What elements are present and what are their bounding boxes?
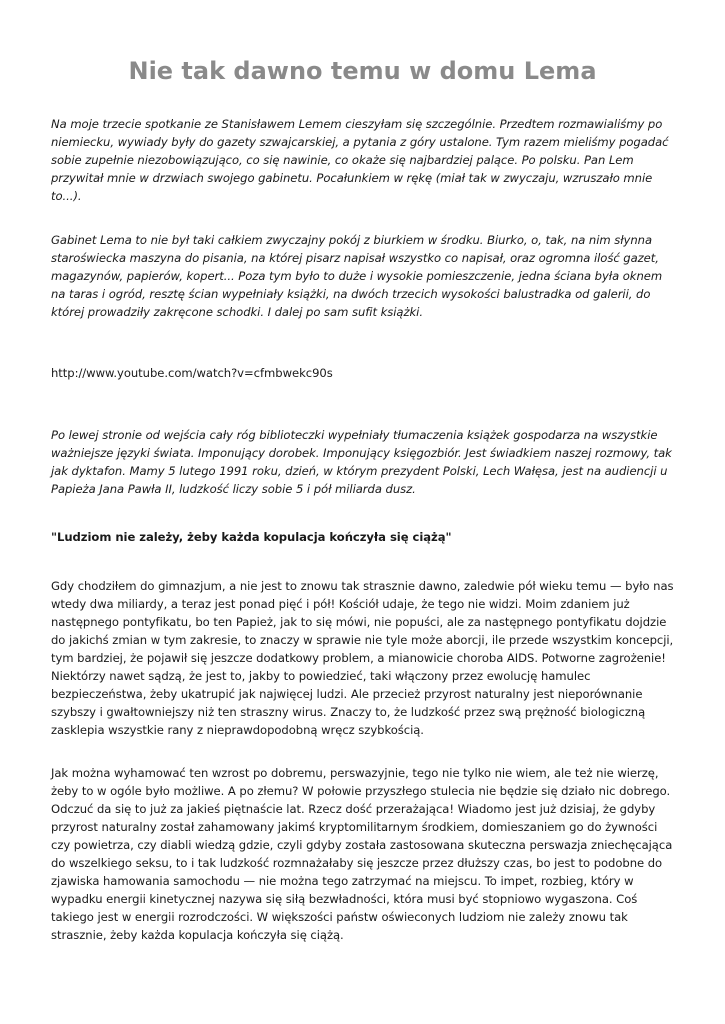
body-paragraph: Gdy chodziłem do gimnazjum, a nie jest to znowu tak strasznie dawno, zaledwie pół wieku temu — było nas wtedy dwa miliardy, a teraz jest ponad pięć i pół! Kościół udaje, że tego nie widzi. Moim zdaniem już następnego pontyfikatu, bo ten Papież, jak to się mówi, nie popuści, ale za następnego pontyfikatu dojdzie do jakichś zmian w tym zakresie, to znaczy w sprawie nie tyle może aborcji, ile przede wszystkim koncepcji, tym bardziej, że pojawił się jeszcze dodatkowy problem, a mianowicie choroba AIDS. Potworne zagrożenie! Niektórzy nawet sądzą, że jest to, jakby to powiedzieć, taki włączony przez ewolucję hamulec bezpieczeństwa, żeby ukatrupić jak najwięcej ludzi. Ale przecież przyrost naturalny jest nieporównanie szybszy i gwałtowniejszy niż ten straszny wirus. Znaczy to, że ludzkość przez swą prężność biologiczną zasklepia wszystkie rany z nieprawdopodobną wręcz szybkością. bbox=[51, 579, 674, 737]
intro-paragraph: Na moje trzecie spotkanie ze Stanisławem Lemem cieszyłam się szczególnie. Przedtem rozmawialiśmy po niemiecku, wywiady były do gazety szwajcarskiej, a pytania z góry ustalone. Tym razem mieliśmy pogadać sobie zupełnie niezobowiązująco, co się nawinie, co okaże się najbardziej palące. Po polsku. Pan Lem przywitał mnie w drzwiach swojego gabinetu. Pocałunkiem w rękę (miał tak w zwyczaju, wzruszało mnie to...). bbox=[51, 117, 669, 203]
page-title: Nie tak dawno temu w domu Lema bbox=[128, 57, 597, 85]
video-link-text: http://www.youtube.com/watch?v=cfmbwekc90s bbox=[51, 366, 333, 380]
library-paragraph: Po lewej stronie od wejścia cały róg biblioteczki wypełniały tłumaczenia książek gospodarza na wszystkie ważniejsze języki świata. Imponujący dorobek. Imponujący księgozbiór. Jest świadkiem naszej rozmowy, tak jak dyktafon. Mamy 5 lutego 1991 roku, dzień, w którym prezydent Polski, Lech Wałęsa, jest na audiencji u Papieża Jana Pawła II, ludzkość liczy sobie 5 i pół miliarda dusz. bbox=[51, 428, 672, 496]
section-heading: "Ludziom nie zależy, żeby każda kopulacja kończyła się ciążą" bbox=[51, 530, 452, 544]
body-paragraph: Jak można wyhamować ten wzrost po dobremu, perswazyjnie, tego nie tylko nie wiem, ale też nie wierzę, żeby to w ogóle było możliwe. A po złemu? W połowie przyszłego stulecia nie będzie się działo nic dobrego. Odczuć da się to już za jakieś piętnaście lat. Rzecz dość przerażająca! Wiadomo jest już dzisiaj, że gdyby przyrost naturalny został zahamowany jakimś kryptomilitarnym środkiem, domieszaniem go do żywności czy powietrza, czy diabli wiedzą gdzie, czyli gdyby została zastosowana skuteczna perswazja zniechęcająca do wszelkiego seksu, to i tak ludzkość rozmnażałaby się jeszcze przez dłuższy czas, bo jest to podobne do zjawiska hamowania samochodu — nie można tego zatrzymać na miejscu. To impet, rozbieg, który w wypadku energii kinetycznej nazywa się siłą bezwładności, która musi być stopniowo wygaszona. Coś takiego jest w energii rozrodczości. W większości państw oświeconych ludziom nie zależy znowu tak strasznie, żeby każda kopulacja kończyła się ciążą. bbox=[51, 766, 673, 942]
study-description-paragraph: Gabinet Lema to nie był taki całkiem zwyczajny pokój z biurkiem w środku. Biurko, o, tak, na nim słynna staroświecka maszyna do pisania, na której pisarz napisał wszystko co napisał, oraz ogromna ilość gazet, magazynów, papierów, kopert... Poza tym było to duże i wysokie pomieszczenie, jedna ściana była oknem na taras i ogród, resztę ścian wypełniały książki, na dwóch trzecich wysokości balustradka od galerii, do której prowadziły zakręcone schodki. I dalej po sam sufit książki. bbox=[51, 233, 663, 319]
